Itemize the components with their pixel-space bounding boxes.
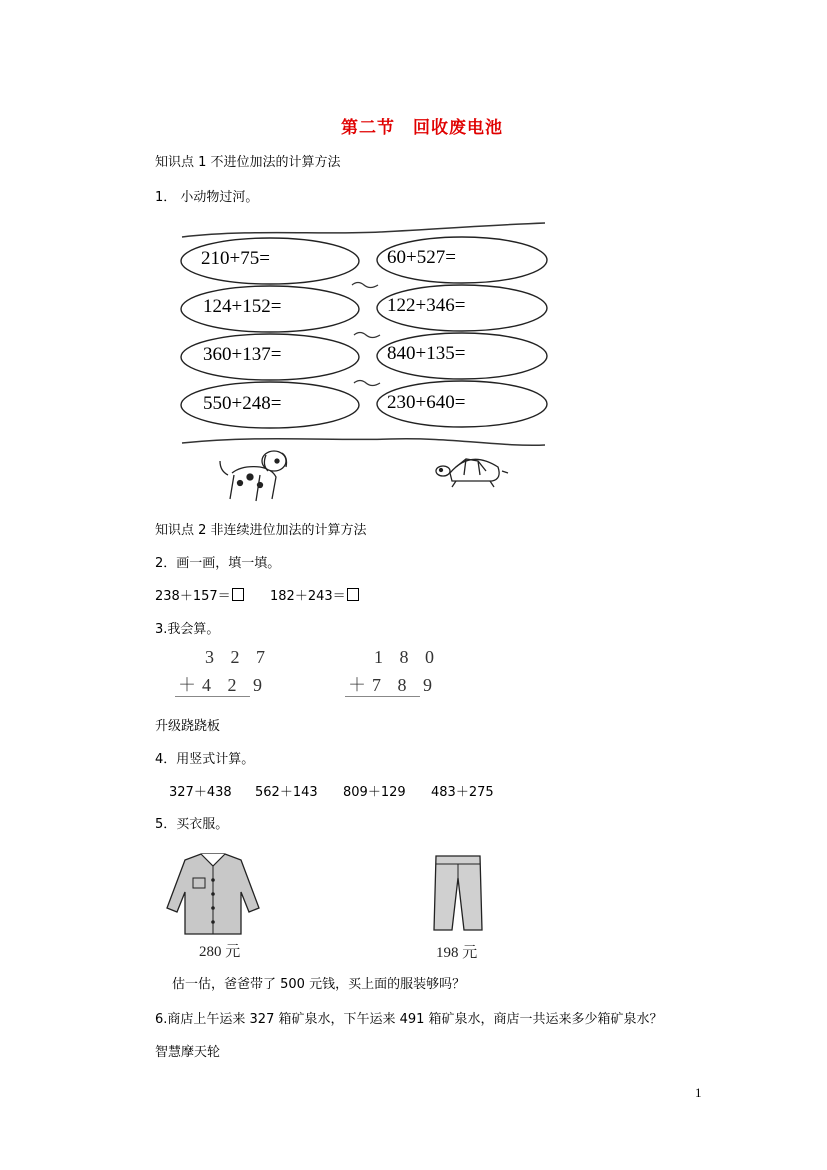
section-heading-4: 智慧摩天轮 bbox=[155, 1045, 221, 1060]
jacket-icon bbox=[163, 850, 263, 936]
section-heading-1: 知识点 1 不进位加法的计算方法 bbox=[155, 155, 341, 170]
page-title: 第二节 回收废电池 bbox=[341, 118, 503, 138]
ripple-icon bbox=[354, 381, 380, 386]
question-2-expression: 238＋157＝ bbox=[155, 585, 244, 604]
vertical-a-bottom: ＋4 2 9 bbox=[178, 675, 268, 695]
river-left-expr: 124+152= bbox=[203, 296, 282, 317]
ripple-icon bbox=[354, 333, 380, 338]
dog-icon bbox=[220, 451, 287, 501]
question-4-item: 809＋129 bbox=[343, 785, 406, 800]
question-2-expression: 182＋243＝ bbox=[270, 585, 359, 604]
section-heading-2: 知识点 2 非连续进位加法的计算方法 bbox=[155, 523, 367, 538]
answer-box bbox=[232, 588, 244, 601]
vertical-b-line bbox=[345, 696, 420, 697]
river-left-expr: 360+137= bbox=[203, 344, 282, 365]
vertical-b-bottom: ＋7 8 9 bbox=[348, 675, 438, 695]
question-2: 2．画一画，填一填。 bbox=[155, 556, 281, 571]
question-4-item: 327＋438 bbox=[169, 785, 232, 800]
river-left-expr: 550+248= bbox=[203, 393, 282, 414]
section-heading-3: 升级跷跷板 bbox=[155, 719, 221, 734]
question-5: 5．买衣服。 bbox=[155, 817, 229, 832]
answer-box bbox=[347, 588, 359, 601]
question-4: 4．用竖式计算。 bbox=[155, 752, 255, 767]
page-number: 1 bbox=[695, 1085, 702, 1100]
river-left-expr: 210+75= bbox=[201, 248, 270, 269]
river-right-expr: 122+346= bbox=[387, 295, 466, 316]
question-6: 6.商店上午运来 327 箱矿泉水，下午运来 491 箱矿泉水，商店一共运来多少箱矿泉水？ bbox=[155, 1012, 663, 1027]
question-3: 3.我会算。 bbox=[155, 622, 220, 637]
question-1: 1． 小动物过河。 bbox=[155, 190, 259, 205]
river-right-expr: 230+640= bbox=[387, 392, 466, 413]
vertical-a-line bbox=[175, 696, 250, 697]
question-4-item: 562＋143 bbox=[255, 785, 318, 800]
pants-icon bbox=[430, 852, 486, 934]
question-4-item: 483＋275 bbox=[431, 785, 494, 800]
question-5-text: 估一估，爸爸带了 500 元钱，买上面的服装够吗？ bbox=[172, 977, 466, 992]
ripple-icon bbox=[352, 283, 378, 288]
river-right-expr: 60+527= bbox=[387, 247, 456, 268]
river-right-expr: 840+135= bbox=[387, 343, 466, 364]
turtle-icon bbox=[436, 459, 508, 487]
jacket-price: 280 元 bbox=[199, 944, 241, 960]
vertical-a-top: 3 2 7 bbox=[205, 647, 271, 667]
pants-price: 198 元 bbox=[436, 945, 478, 961]
vertical-b-top: 1 8 0 bbox=[374, 647, 440, 667]
